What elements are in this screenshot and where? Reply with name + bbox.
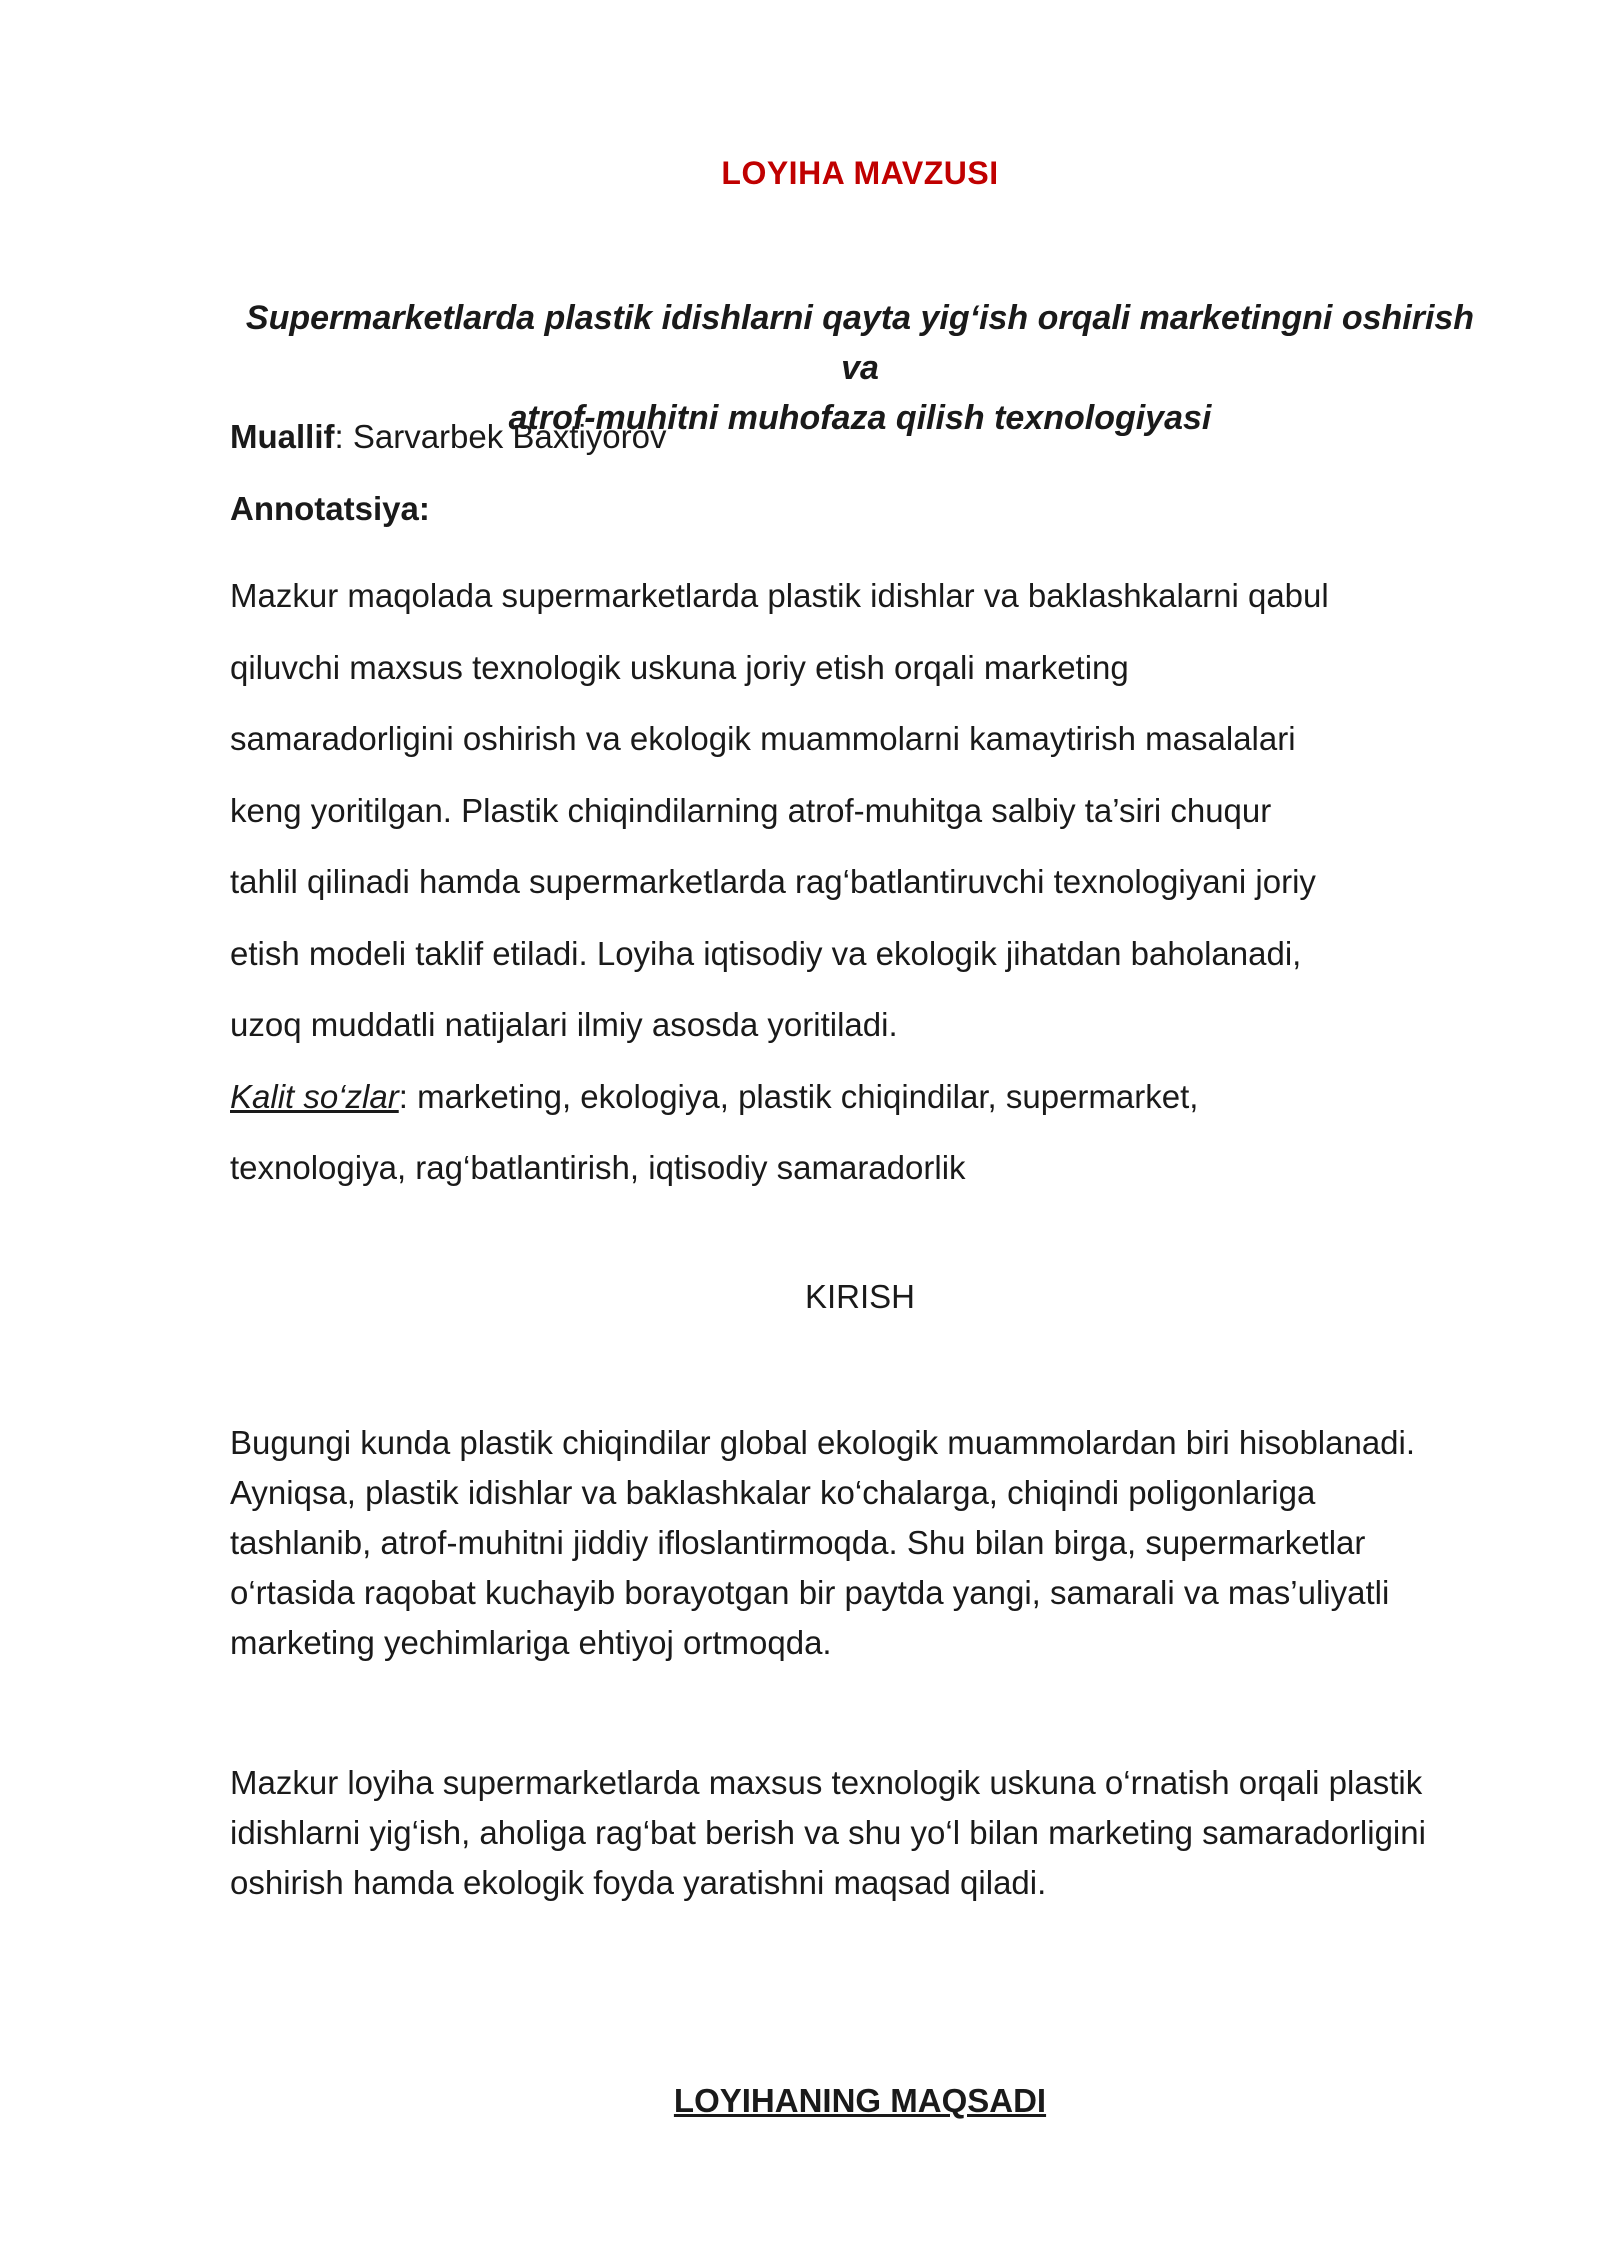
annotation-line: samaradorligini oshirish va ekologik muammolarni kamaytirish masalalari (230, 720, 1296, 757)
annotation-line: tahlil qilinadi hamda supermarketlarda rag‘batlantiruvchi texnologiyani joriy (230, 863, 1316, 900)
annotation-line: keng yoritilgan. Plastik chiqindilarning atrof-muhitga salbiy ta’siri chuqur (230, 791, 1272, 829)
paragraph-line: Ayniqsa, plastik idishlar va baklashkalar ko‘chalarga, chiqindi poligonlariga (230, 1474, 1316, 1511)
paragraph-line: Bugungi kunda plastik chiqindilar global ekologik muammolardan biri hisoblanadi. (230, 1424, 1416, 1461)
paragraph-line: o‘rtasida raqobat kuchayib borayotgan bir paytda yangi, samarali va mas’uliyatli (230, 1574, 1390, 1611)
paragraph-line: Mazkur loyiha supermarketlarda maxsus texnologik uskuna o‘rnatish orqali plastik (230, 1764, 1423, 1801)
paragraph-line: tashlanib, atrof-muhitni jiddiy ifloslantirmoqda. Shu bilan birga, supermarketlar (230, 1524, 1366, 1561)
subtitle-line: atrof-muhitni muhofaza qilish texnologiyasi (508, 399, 1212, 437)
author-separator: : (334, 418, 353, 455)
annotation-line: Mazkur maqolada supermarketlarda plastik idishlar va baklashkalarni qabul (230, 577, 1329, 614)
annotation-heading: Annotatsiya: (230, 490, 430, 527)
intro-heading: KIRISH (804, 1278, 916, 1315)
annotation-line: qiluvchi maxsus texnologik uskuna joriy etish orqali marketing (230, 648, 1129, 686)
keywords-line (230, 1061, 1490, 1133)
annotation-line: uzoq muddatli natijalari ilmiy asosda yoritiladi. (230, 1006, 898, 1043)
keywords-separator: : (398, 1077, 418, 1115)
paragraph-line: marketing yechimlariga ehtiyoj ortmoqda. (230, 1624, 832, 1661)
intro-paragraph-1 (230, 1418, 1490, 1668)
annotation-line: etish modeli taklif etiladi. Loyiha iqtisodiy va ekologik jihatdan baholanadi, (230, 934, 1302, 972)
subtitle-line: Supermarketlarda plastik idishlarni qayta yig‘ish orqali marketingni oshirish va (245, 299, 1475, 387)
annotation-body (230, 560, 1490, 1204)
goal-heading: LOYIHANING MAQSADI (673, 2082, 1047, 2119)
intro-paragraph-2 (230, 1758, 1490, 1908)
author-line (230, 418, 666, 456)
author-name: Sarvarbek Baxtiyorov (352, 418, 667, 455)
paragraph-line: idishlarni yig‘ish, aholiga rag‘bat berish va shu yo‘l bilan marketing samaradorligini (230, 1814, 1426, 1851)
keywords-line-2: texnologiya, rag‘batlantirish, iqtisodiy samaradorlik (230, 1149, 966, 1186)
keywords-list: marketing, ekologiya, plastik chiqindilar, supermarket, (417, 1077, 1199, 1115)
paragraph-line: oshirish hamda ekologik foyda yaratishni maqsad qiladi. (230, 1864, 1047, 1901)
keywords-label: Kalit so‘zlar (230, 1077, 399, 1115)
author-label: Muallif (230, 418, 335, 455)
document-title: LOYIHA MAVZUSI (721, 155, 999, 191)
